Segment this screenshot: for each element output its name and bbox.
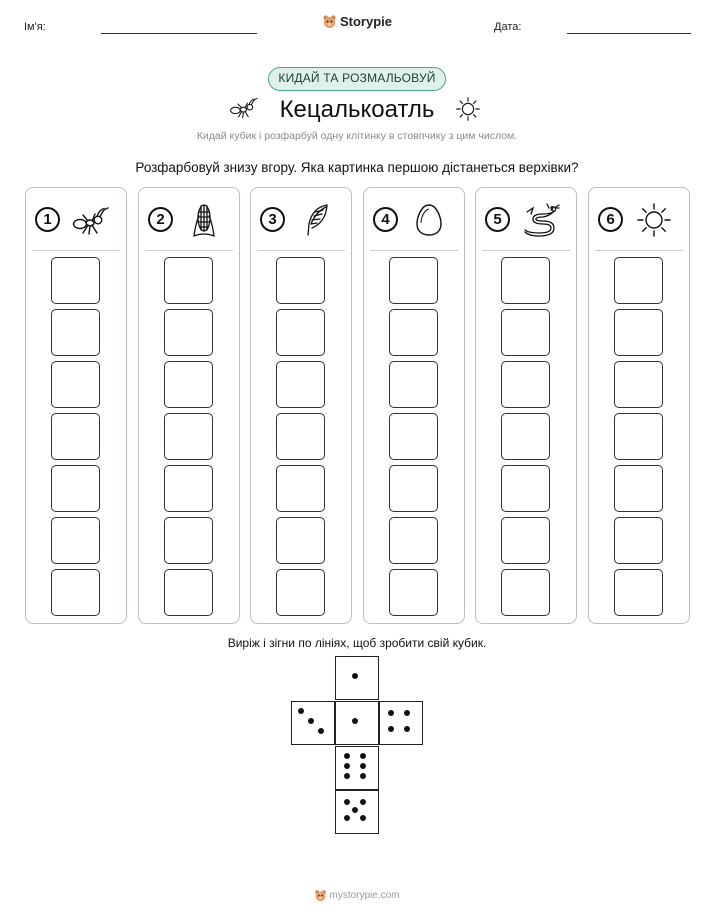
color-cell[interactable] bbox=[51, 465, 100, 512]
column-6 bbox=[588, 187, 690, 624]
color-cell[interactable] bbox=[614, 309, 663, 356]
feather-icon bbox=[296, 202, 336, 238]
column-number: 6 bbox=[598, 207, 623, 232]
column-header bbox=[26, 188, 126, 250]
brand-name: Storypie bbox=[339, 14, 392, 30]
serpent-icon bbox=[521, 202, 561, 238]
page-title: Кецалькоатль bbox=[279, 96, 435, 123]
column-4 bbox=[363, 187, 465, 624]
color-cell[interactable] bbox=[276, 569, 325, 616]
die-pip bbox=[360, 815, 366, 821]
die-pip bbox=[318, 728, 324, 734]
color-cell[interactable] bbox=[164, 517, 213, 564]
column-divider bbox=[370, 250, 458, 251]
color-cell[interactable] bbox=[164, 309, 213, 356]
footer-url[interactable]: mystorypie.com bbox=[329, 890, 400, 901]
color-cell[interactable] bbox=[389, 257, 438, 304]
column-header bbox=[476, 188, 576, 250]
color-cell[interactable] bbox=[614, 517, 663, 564]
color-cell[interactable] bbox=[276, 309, 325, 356]
color-cell[interactable] bbox=[389, 361, 438, 408]
column-number: 4 bbox=[373, 207, 398, 232]
color-cell[interactable] bbox=[164, 569, 213, 616]
column-number: 3 bbox=[260, 207, 285, 232]
column-5 bbox=[475, 187, 577, 624]
die-pip bbox=[360, 763, 366, 769]
column-header bbox=[589, 188, 689, 250]
color-cell[interactable] bbox=[51, 361, 100, 408]
column-number: 1 bbox=[35, 207, 60, 232]
die-pip bbox=[388, 710, 394, 716]
color-cell[interactable] bbox=[164, 361, 213, 408]
color-cell[interactable] bbox=[614, 569, 663, 616]
column-divider bbox=[595, 250, 683, 251]
color-cell[interactable] bbox=[51, 569, 100, 616]
column-1 bbox=[25, 187, 127, 624]
ant-icon bbox=[71, 202, 111, 238]
color-cell[interactable] bbox=[276, 257, 325, 304]
column-divider bbox=[32, 250, 120, 251]
die-pip bbox=[344, 799, 350, 805]
color-cell[interactable] bbox=[501, 309, 550, 356]
die-pip bbox=[388, 726, 394, 732]
die-pip bbox=[344, 773, 350, 779]
die-pip bbox=[352, 718, 358, 724]
sun-title-icon bbox=[455, 96, 481, 122]
color-cell[interactable] bbox=[276, 413, 325, 460]
storypie-mascot-icon bbox=[322, 14, 337, 29]
color-cell[interactable] bbox=[614, 257, 663, 304]
column-divider bbox=[482, 250, 570, 251]
column-3 bbox=[250, 187, 352, 624]
color-cell[interactable] bbox=[51, 309, 100, 356]
color-cell[interactable] bbox=[276, 361, 325, 408]
die-pip bbox=[404, 710, 410, 716]
color-cell[interactable] bbox=[501, 361, 550, 408]
die-face-four bbox=[379, 701, 423, 745]
color-cell[interactable] bbox=[51, 413, 100, 460]
date-line[interactable] bbox=[567, 33, 691, 34]
sun-icon bbox=[634, 202, 674, 238]
die-pip bbox=[344, 815, 350, 821]
color-cell[interactable] bbox=[501, 569, 550, 616]
die-pip bbox=[352, 673, 358, 679]
color-cell[interactable] bbox=[51, 257, 100, 304]
storypie-mascot-icon bbox=[314, 889, 327, 902]
color-cell[interactable] bbox=[501, 517, 550, 564]
color-cell[interactable] bbox=[389, 413, 438, 460]
subtitle: Кидай кубик і розфарбуй одну клітинку в стовпчику з цим числом. bbox=[196, 130, 518, 142]
color-cell[interactable] bbox=[389, 517, 438, 564]
die-pip bbox=[298, 708, 304, 714]
color-cell[interactable] bbox=[389, 465, 438, 512]
column-number: 2 bbox=[148, 207, 173, 232]
name-line[interactable] bbox=[101, 33, 257, 34]
egg-icon bbox=[409, 202, 449, 238]
die-pip bbox=[344, 763, 350, 769]
color-cell[interactable] bbox=[164, 257, 213, 304]
color-cell[interactable] bbox=[501, 257, 550, 304]
cut-instruction: Виріж і зігни по лініях, щоб зробити свій кубик. bbox=[227, 636, 487, 650]
die-pip bbox=[360, 773, 366, 779]
column-2 bbox=[138, 187, 240, 624]
color-cell[interactable] bbox=[389, 569, 438, 616]
column-header bbox=[139, 188, 239, 250]
color-cell[interactable] bbox=[614, 465, 663, 512]
column-header bbox=[251, 188, 351, 250]
column-divider bbox=[145, 250, 233, 251]
die-pip bbox=[404, 726, 410, 732]
column-divider bbox=[257, 250, 345, 251]
color-cell[interactable] bbox=[51, 517, 100, 564]
activity-badge: КИДАЙ ТА РОЗМАЛЬОВУЙ bbox=[268, 67, 446, 91]
color-cell[interactable] bbox=[501, 465, 550, 512]
color-cell[interactable] bbox=[389, 309, 438, 356]
color-cell[interactable] bbox=[614, 413, 663, 460]
column-number: 5 bbox=[485, 207, 510, 232]
die-pip bbox=[360, 753, 366, 759]
die-face-six bbox=[335, 746, 379, 790]
color-cell[interactable] bbox=[276, 517, 325, 564]
die-face-three bbox=[291, 701, 335, 745]
corn-icon bbox=[184, 202, 224, 238]
die-pip bbox=[352, 807, 358, 813]
die-pip bbox=[344, 753, 350, 759]
date-label: Дата: bbox=[494, 21, 522, 33]
die-pip bbox=[308, 718, 314, 724]
color-cell[interactable] bbox=[164, 465, 213, 512]
footer bbox=[0, 889, 714, 902]
color-cell[interactable] bbox=[501, 413, 550, 460]
color-cell[interactable] bbox=[614, 361, 663, 408]
die-face-one bbox=[335, 701, 379, 745]
die-pip bbox=[360, 799, 366, 805]
column-header bbox=[364, 188, 464, 250]
brand-logo bbox=[0, 13, 714, 29]
instruction-text: Розфарбовуй знизу вгору. Яка картинка першою дістанеться верхівки? bbox=[135, 160, 579, 175]
name-label: Ім'я: bbox=[24, 21, 46, 33]
die-face-five bbox=[335, 790, 379, 834]
die-face-one bbox=[335, 656, 379, 700]
color-cell[interactable] bbox=[164, 413, 213, 460]
color-cell[interactable] bbox=[276, 465, 325, 512]
